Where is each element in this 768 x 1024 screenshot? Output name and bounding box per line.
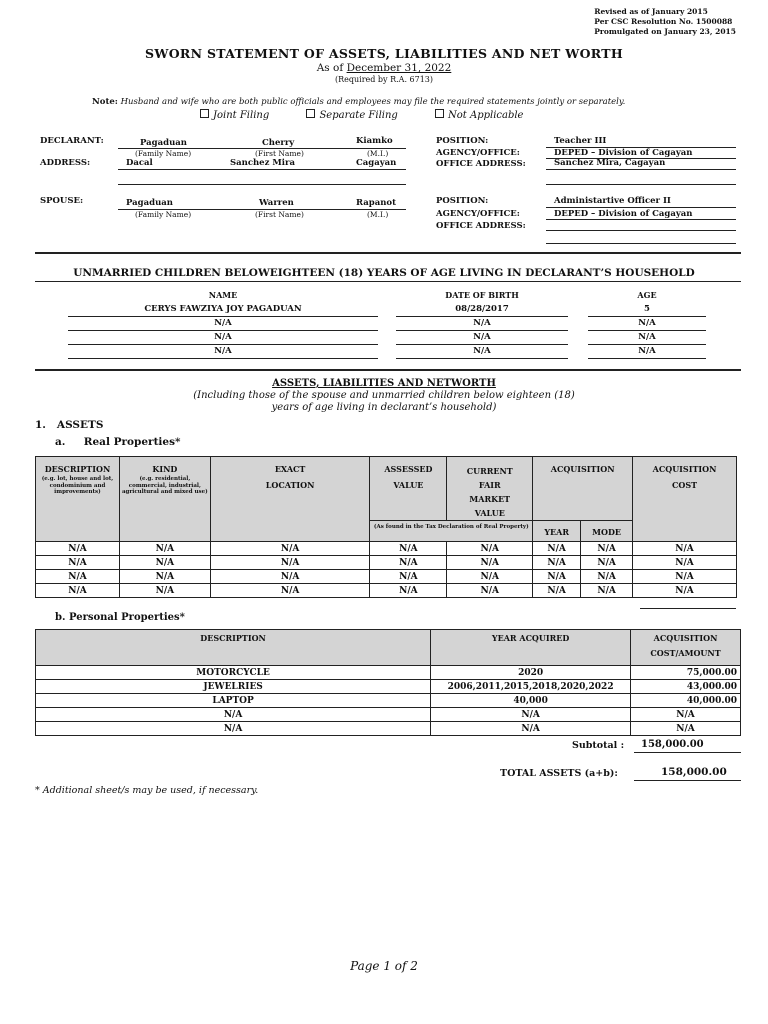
address-province: Cagayan: [356, 158, 397, 168]
office-address-label: OFFICE ADDRESS:: [436, 159, 526, 169]
table-row: LAPTOP 40,000 40,000.00: [36, 694, 741, 708]
spouse-label: SPOUSE:: [40, 196, 84, 206]
child-age: N/A: [638, 346, 656, 356]
divider: [634, 780, 741, 781]
revision-info: [594, 7, 736, 37]
joint-filing-option[interactable]: Joint Filing: [200, 110, 269, 121]
spouse-office-address-label: OFFICE ADDRESS:: [436, 221, 526, 231]
declarant-agency: DEPED – Division of Cagayan: [554, 148, 693, 158]
first-name-caption: (First Name): [255, 149, 304, 158]
spouse-agency: DEPED – Division of Cagayan: [554, 209, 693, 219]
child-age: N/A: [638, 318, 656, 328]
alnw-title: ASSETS, LIABILITIES AND NETWORTH: [272, 378, 496, 389]
divider: [546, 219, 736, 220]
header-description: DESCRIPTION (e.g. lot, house and lot, condominium and improvements): [36, 457, 120, 542]
divider: [68, 330, 378, 331]
family-name-caption: (Family Name): [135, 210, 192, 219]
divider: [396, 344, 568, 345]
divider: [68, 316, 378, 317]
header-exact-location: EXACT LOCATION: [210, 457, 370, 542]
declarant-position: Teacher III: [554, 136, 607, 146]
required-note: (Required by R.A. 6713): [334, 75, 434, 84]
table-header-row: [36, 630, 741, 666]
divider: [588, 316, 706, 317]
divider: [396, 330, 568, 331]
header-current-fair-market-value: CURRENT FAIR MARKET VALUE: [447, 457, 533, 521]
agency-label: AGENCY/OFFICE:: [436, 148, 520, 158]
description-note: (e.g. lot, house and lot, condominium and improvements): [41, 476, 114, 495]
spouse-agency-label: AGENCY/OFFICE:: [436, 209, 520, 219]
section-divider: [35, 369, 741, 371]
real-properties-heading: a. Real Properties*: [55, 436, 181, 448]
mi-caption: (M.I.): [367, 210, 389, 219]
divider: [546, 207, 736, 208]
header-assessed-value: ASSESSED VALUE: [370, 457, 447, 521]
personal-properties-heading: b. Personal Properties*: [55, 612, 185, 623]
child-dob: N/A: [473, 318, 491, 328]
family-name-caption: (Family Name): [135, 149, 192, 158]
real-properties-table: [35, 456, 737, 598]
divider: [68, 358, 378, 359]
assets-heading: 1. ASSETS: [35, 419, 104, 431]
personal-properties-table: [35, 629, 741, 736]
divider: [118, 169, 406, 170]
child-name: N/A: [214, 332, 232, 342]
divider: [68, 344, 378, 345]
declarant-office-address: Sanchez Mira, Cagayan: [554, 158, 666, 168]
divider: [640, 608, 736, 609]
address-label: ADDRESS:: [40, 158, 91, 168]
declarant-label: DECLARANT:: [40, 136, 104, 146]
checkbox-icon[interactable]: [306, 109, 315, 118]
child-age: N/A: [638, 332, 656, 342]
child-name: N/A: [214, 318, 232, 328]
child-name-header: NAME: [208, 290, 238, 300]
spouse-position-label: POSITION:: [436, 196, 489, 206]
header-acquisition-cost: ACQUISITION COST/AMOUNT: [631, 630, 741, 666]
header-acquisition: ACQUISITION: [533, 457, 633, 521]
child-dob-header: DATE OF BIRTH: [445, 290, 519, 300]
divider: [118, 184, 406, 185]
declarant-first-name: Cherry: [262, 138, 295, 148]
divider: [588, 344, 706, 345]
mi-caption: (M.I.): [367, 149, 389, 158]
divider: [546, 243, 736, 244]
header-description: DESCRIPTION: [36, 630, 431, 666]
spouse-family-name: Pagaduan: [126, 198, 173, 208]
divider: [35, 281, 741, 282]
divider: [634, 752, 741, 753]
header-tax-declaration-note: (As found in the Tax Declaration of Real Property): [370, 521, 533, 542]
as-of-line: [0, 62, 768, 74]
table-row: N/A N/A N/A N/A N/A N/A N/A N/A: [36, 584, 737, 598]
checkbox-icon[interactable]: [200, 109, 209, 118]
as-of-date: December 31, 2022: [346, 62, 452, 74]
total-assets-value: 158,000.00: [661, 766, 727, 778]
child-dob: 08/28/2017: [455, 304, 509, 314]
address-municipality: Sanchez Mira: [230, 158, 295, 168]
filing-options: [200, 109, 557, 121]
table-row: N/A N/A N/A N/A N/A N/A N/A N/A: [36, 556, 737, 570]
document-title: SWORN STATEMENT OF ASSETS, LIABILITIES AND NET WORTH: [145, 46, 623, 61]
divider: [546, 230, 736, 231]
checkbox-icon[interactable]: [435, 109, 444, 118]
table-row: MOTORCYCLE 2020 75,000.00: [36, 666, 741, 680]
divider: [588, 330, 706, 331]
divider: [546, 169, 736, 170]
divider: [396, 316, 568, 317]
header-mode: MODE: [581, 521, 633, 542]
address-barangay: Dacal: [126, 158, 153, 168]
total-assets-label: TOTAL ASSETS (a+b):: [500, 768, 618, 779]
as-of-prefix: As of: [316, 62, 344, 74]
divider: [546, 184, 736, 185]
note-label: Note:: [92, 97, 118, 107]
promulgated-line: Promulgated on January 23, 2015: [594, 27, 736, 36]
alnw-subtitle-2: years of age living in declarant’s household): [271, 402, 497, 413]
header-acquisition-cost: ACQUISITION COST: [633, 457, 737, 542]
spouse-position: Administartive Officer II: [554, 196, 671, 206]
table-row: N/A N/A N/A: [36, 722, 741, 736]
child-dob: N/A: [473, 346, 491, 356]
table-row: JEWELRIES 2006,2011,2015,2018,2020,2022 43,000.00: [36, 680, 741, 694]
header-year-acquired: YEAR ACQUIRED: [431, 630, 631, 666]
not-applicable-option[interactable]: Not Applicable: [435, 110, 523, 121]
header-kind: KIND (e.g. residential, commercial, industrial, agricultural and mixed use): [119, 457, 210, 542]
subtotal-value: 158,000.00: [641, 739, 704, 750]
divider: [588, 358, 706, 359]
subtotal-label: Subtotal :: [572, 740, 625, 751]
section-divider: [35, 252, 741, 254]
header-year: YEAR: [533, 521, 581, 542]
additional-sheets-note: * Additional sheet/s may be used, if necessary.: [35, 785, 259, 796]
divider: [396, 358, 568, 359]
position-label: POSITION:: [436, 136, 489, 146]
note-text: Husband and wife who are both public officials and employees may file the required statements jointly or separately.: [120, 97, 626, 107]
child-name: N/A: [214, 346, 232, 356]
child-dob: N/A: [473, 332, 491, 342]
child-age-header: AGE: [637, 290, 657, 300]
filing-note: [92, 97, 625, 107]
separate-filing-option[interactable]: Separate Filing: [306, 110, 397, 121]
child-age: 5: [644, 304, 650, 314]
resolution-line: Per CSC Resolution No. 1500088: [594, 17, 733, 26]
declarant-mi: Kiamko: [356, 136, 393, 146]
spouse-first-name: Warren: [259, 198, 294, 208]
first-name-caption: (First Name): [255, 210, 304, 219]
spouse-mi: Rapanot: [356, 198, 396, 208]
revised-line: Revised as of January 2015: [594, 7, 708, 16]
children-title: UNMARRIED CHILDREN BELOWEIGHTEEN (18) YEARS OF AGE LIVING IN DECLARANT’S HOUSEHOLD: [73, 267, 695, 279]
table-row: N/A N/A N/A: [36, 708, 741, 722]
declarant-family-name: Pagaduan: [140, 138, 187, 148]
kind-note: (e.g. residential, commercial, industrial, agricultural and mixed use): [121, 476, 208, 495]
child-name: CERYS FAWZIYA JOY PAGADUAN: [144, 304, 302, 314]
table-row: N/A N/A N/A N/A N/A N/A N/A N/A: [36, 542, 737, 556]
page-number: Page 1 of 2: [350, 959, 418, 973]
table-row: N/A N/A N/A N/A N/A N/A N/A N/A: [36, 570, 737, 584]
alnw-subtitle-1: (Including those of the spouse and unmarried children below eighteen (18): [193, 390, 575, 401]
